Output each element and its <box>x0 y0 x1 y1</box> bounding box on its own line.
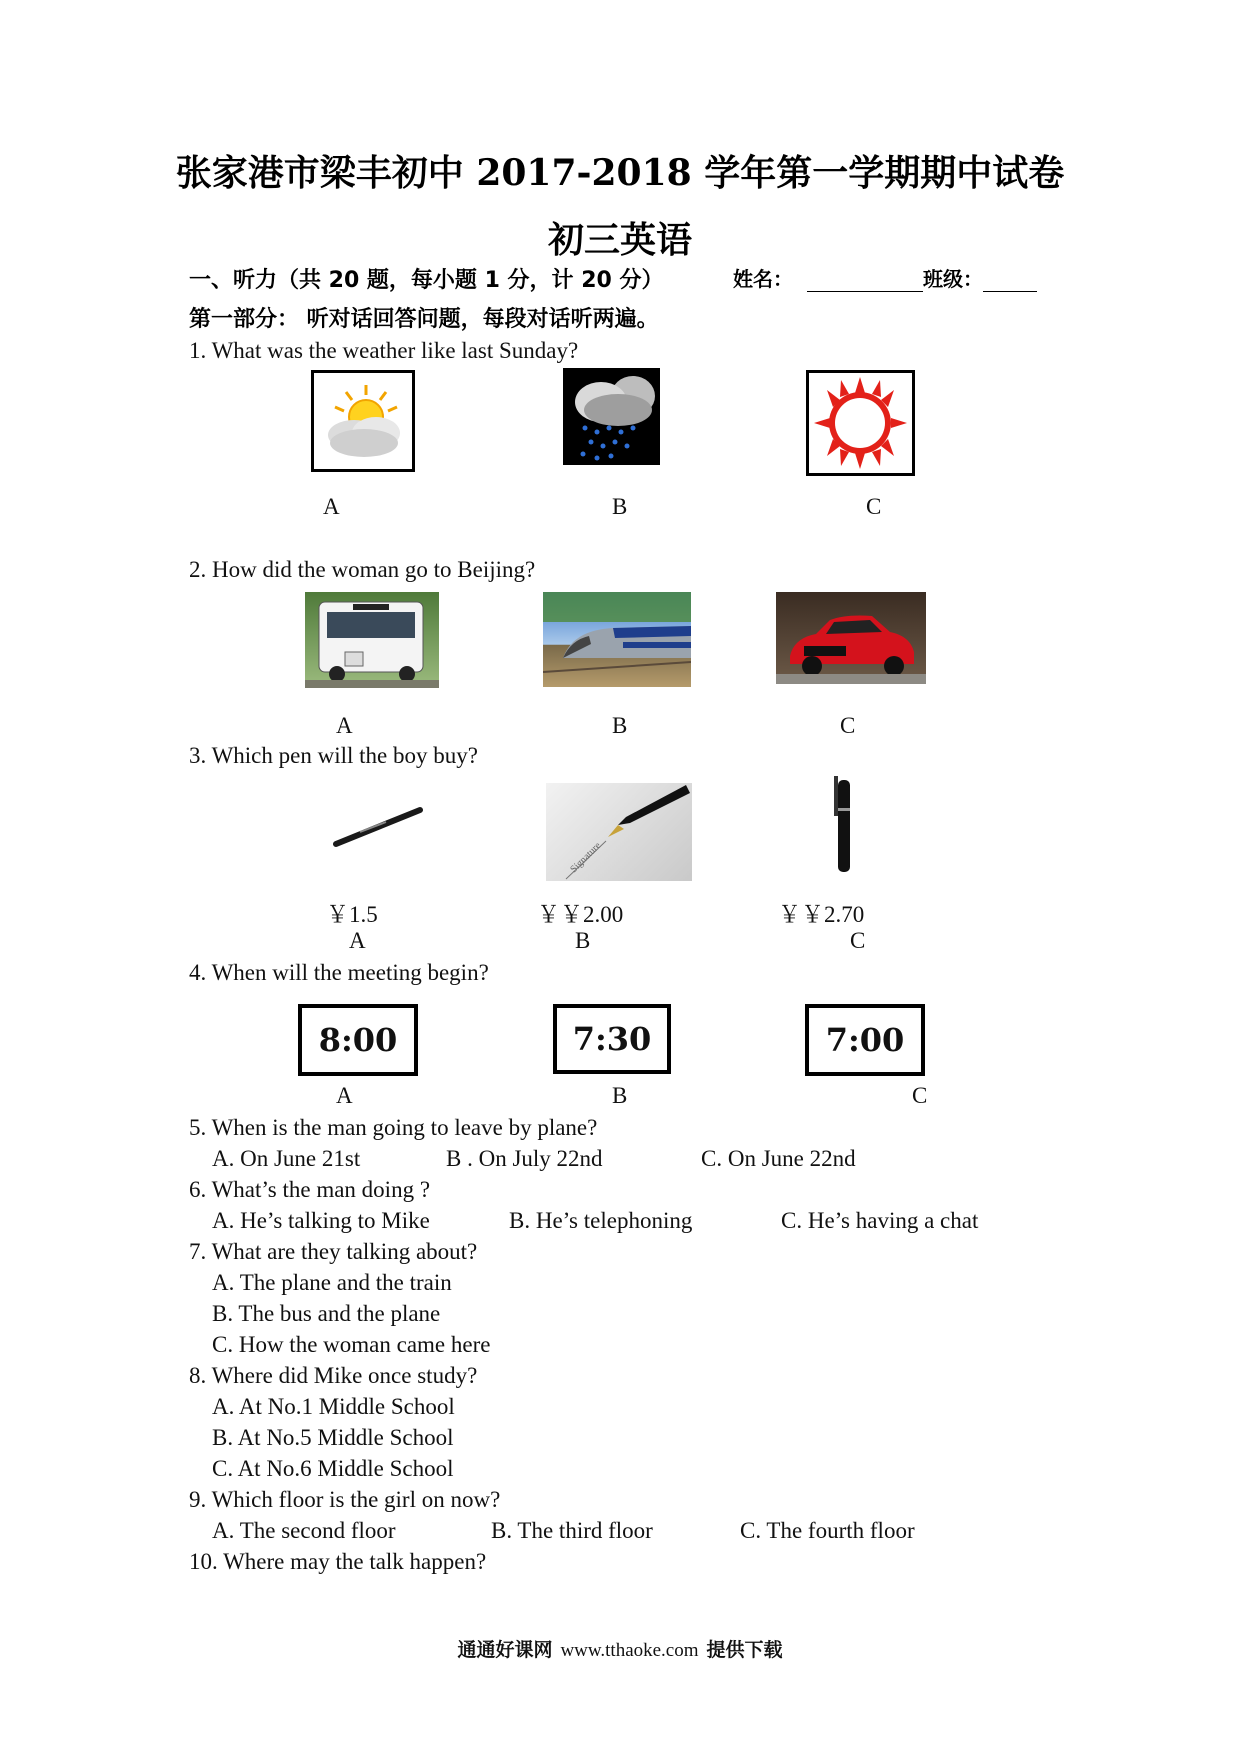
option-a: A. The second floor <box>212 1518 396 1543</box>
question-8: 8. Where did Mike once study? <box>189 1363 478 1388</box>
option-letter: B <box>575 928 591 953</box>
footer-left: 通通好课网 <box>457 1639 553 1661</box>
option-a: A. On June 21st <box>212 1146 361 1171</box>
sun-behind-cloud-icon <box>311 370 415 472</box>
car-photo <box>776 592 926 684</box>
price-label: ￥￥2.70 <box>778 902 865 927</box>
class-blank <box>983 291 1037 292</box>
page-footer <box>0 1635 1240 1662</box>
option-letter: A <box>323 494 340 519</box>
option-a: A. He’s talking to Mike <box>212 1208 430 1233</box>
fountain-pen-photo <box>546 783 692 881</box>
clock-7-00: 7:00 <box>805 1004 925 1076</box>
option-b: B. At No.5 Middle School <box>212 1425 454 1450</box>
option-letter: C <box>850 928 866 953</box>
option-c: C. How the woman came here <box>212 1332 491 1357</box>
price-label: ￥￥2.00 <box>537 902 624 927</box>
question-2: 2. How did the woman go to Beijing? <box>189 557 536 582</box>
option-c: C. On June 22nd <box>701 1146 856 1171</box>
option-b: B. The third floor <box>491 1518 653 1543</box>
option-letter: A <box>336 1083 353 1108</box>
option-letter: B <box>612 713 628 738</box>
rain-cloud-icon <box>563 368 660 465</box>
option-letter: A <box>349 928 366 953</box>
question-5: 5. When is the man going to leave by plane? <box>189 1115 598 1140</box>
price-label: ￥1.5 <box>326 902 378 927</box>
footer-site-link[interactable]: www.tthaoke.com <box>560 1640 699 1661</box>
option-letter: C <box>912 1083 928 1108</box>
sun-icon <box>806 370 915 476</box>
option-letter: B <box>612 494 628 519</box>
question-7: 7. What are they talking about? <box>189 1239 478 1264</box>
question-1: 1. What was the weather like last Sunday? <box>189 338 579 363</box>
pen-vertical-photo <box>824 772 864 878</box>
part1-instruction: 第一部分： 听对话回答问题，每段对话听两遍。 <box>189 307 659 332</box>
option-c: C. The fourth floor <box>740 1518 915 1543</box>
option-b: B. The bus and the plane <box>212 1301 441 1326</box>
exam-subtitle: 初三英语 <box>547 219 692 261</box>
clock-7-30: 7:30 <box>553 1004 671 1074</box>
name-field <box>733 263 1037 292</box>
option-a: A. The plane and the train <box>212 1270 452 1295</box>
option-letter: A <box>336 713 353 738</box>
question-4: 4. When will the meeting begin? <box>189 960 489 985</box>
question-6: 6. What’s the man doing ? <box>189 1177 431 1202</box>
pen-photo <box>330 800 426 852</box>
name-label: 姓名： <box>733 267 793 291</box>
option-letter: B <box>612 1083 628 1108</box>
option-a: A. At No.1 Middle School <box>212 1394 455 1419</box>
exam-title: 张家港市梁丰初中 2017-2018 学年第一学期期中试卷 <box>175 152 1065 194</box>
option-b: B. He’s telephoning <box>509 1208 693 1233</box>
question-10: 10. Where may the talk happen? <box>189 1549 487 1574</box>
question-3: 3. Which pen will the boy buy? <box>189 743 478 768</box>
option-c: C. He’s having a chat <box>781 1208 979 1233</box>
option-letter: C <box>840 713 856 738</box>
clock-8-00: 8:00 <box>298 1004 418 1076</box>
svg-text:Signature: Signature <box>568 840 604 876</box>
section-heading: 一、听力（共 20 题，每小题 1 分，计 20 分） <box>189 268 664 293</box>
train-photo <box>543 592 691 687</box>
class-label: 班级： <box>923 267 983 291</box>
footer-right: 提供下载 <box>706 1639 783 1661</box>
option-letter: C <box>866 494 882 519</box>
question-9: 9. Which floor is the girl on now? <box>189 1487 501 1512</box>
bus-photo <box>305 592 439 688</box>
name-blank <box>807 291 923 292</box>
option-b: B . On July 22nd <box>446 1146 603 1171</box>
option-c: C. At No.6 Middle School <box>212 1456 454 1481</box>
